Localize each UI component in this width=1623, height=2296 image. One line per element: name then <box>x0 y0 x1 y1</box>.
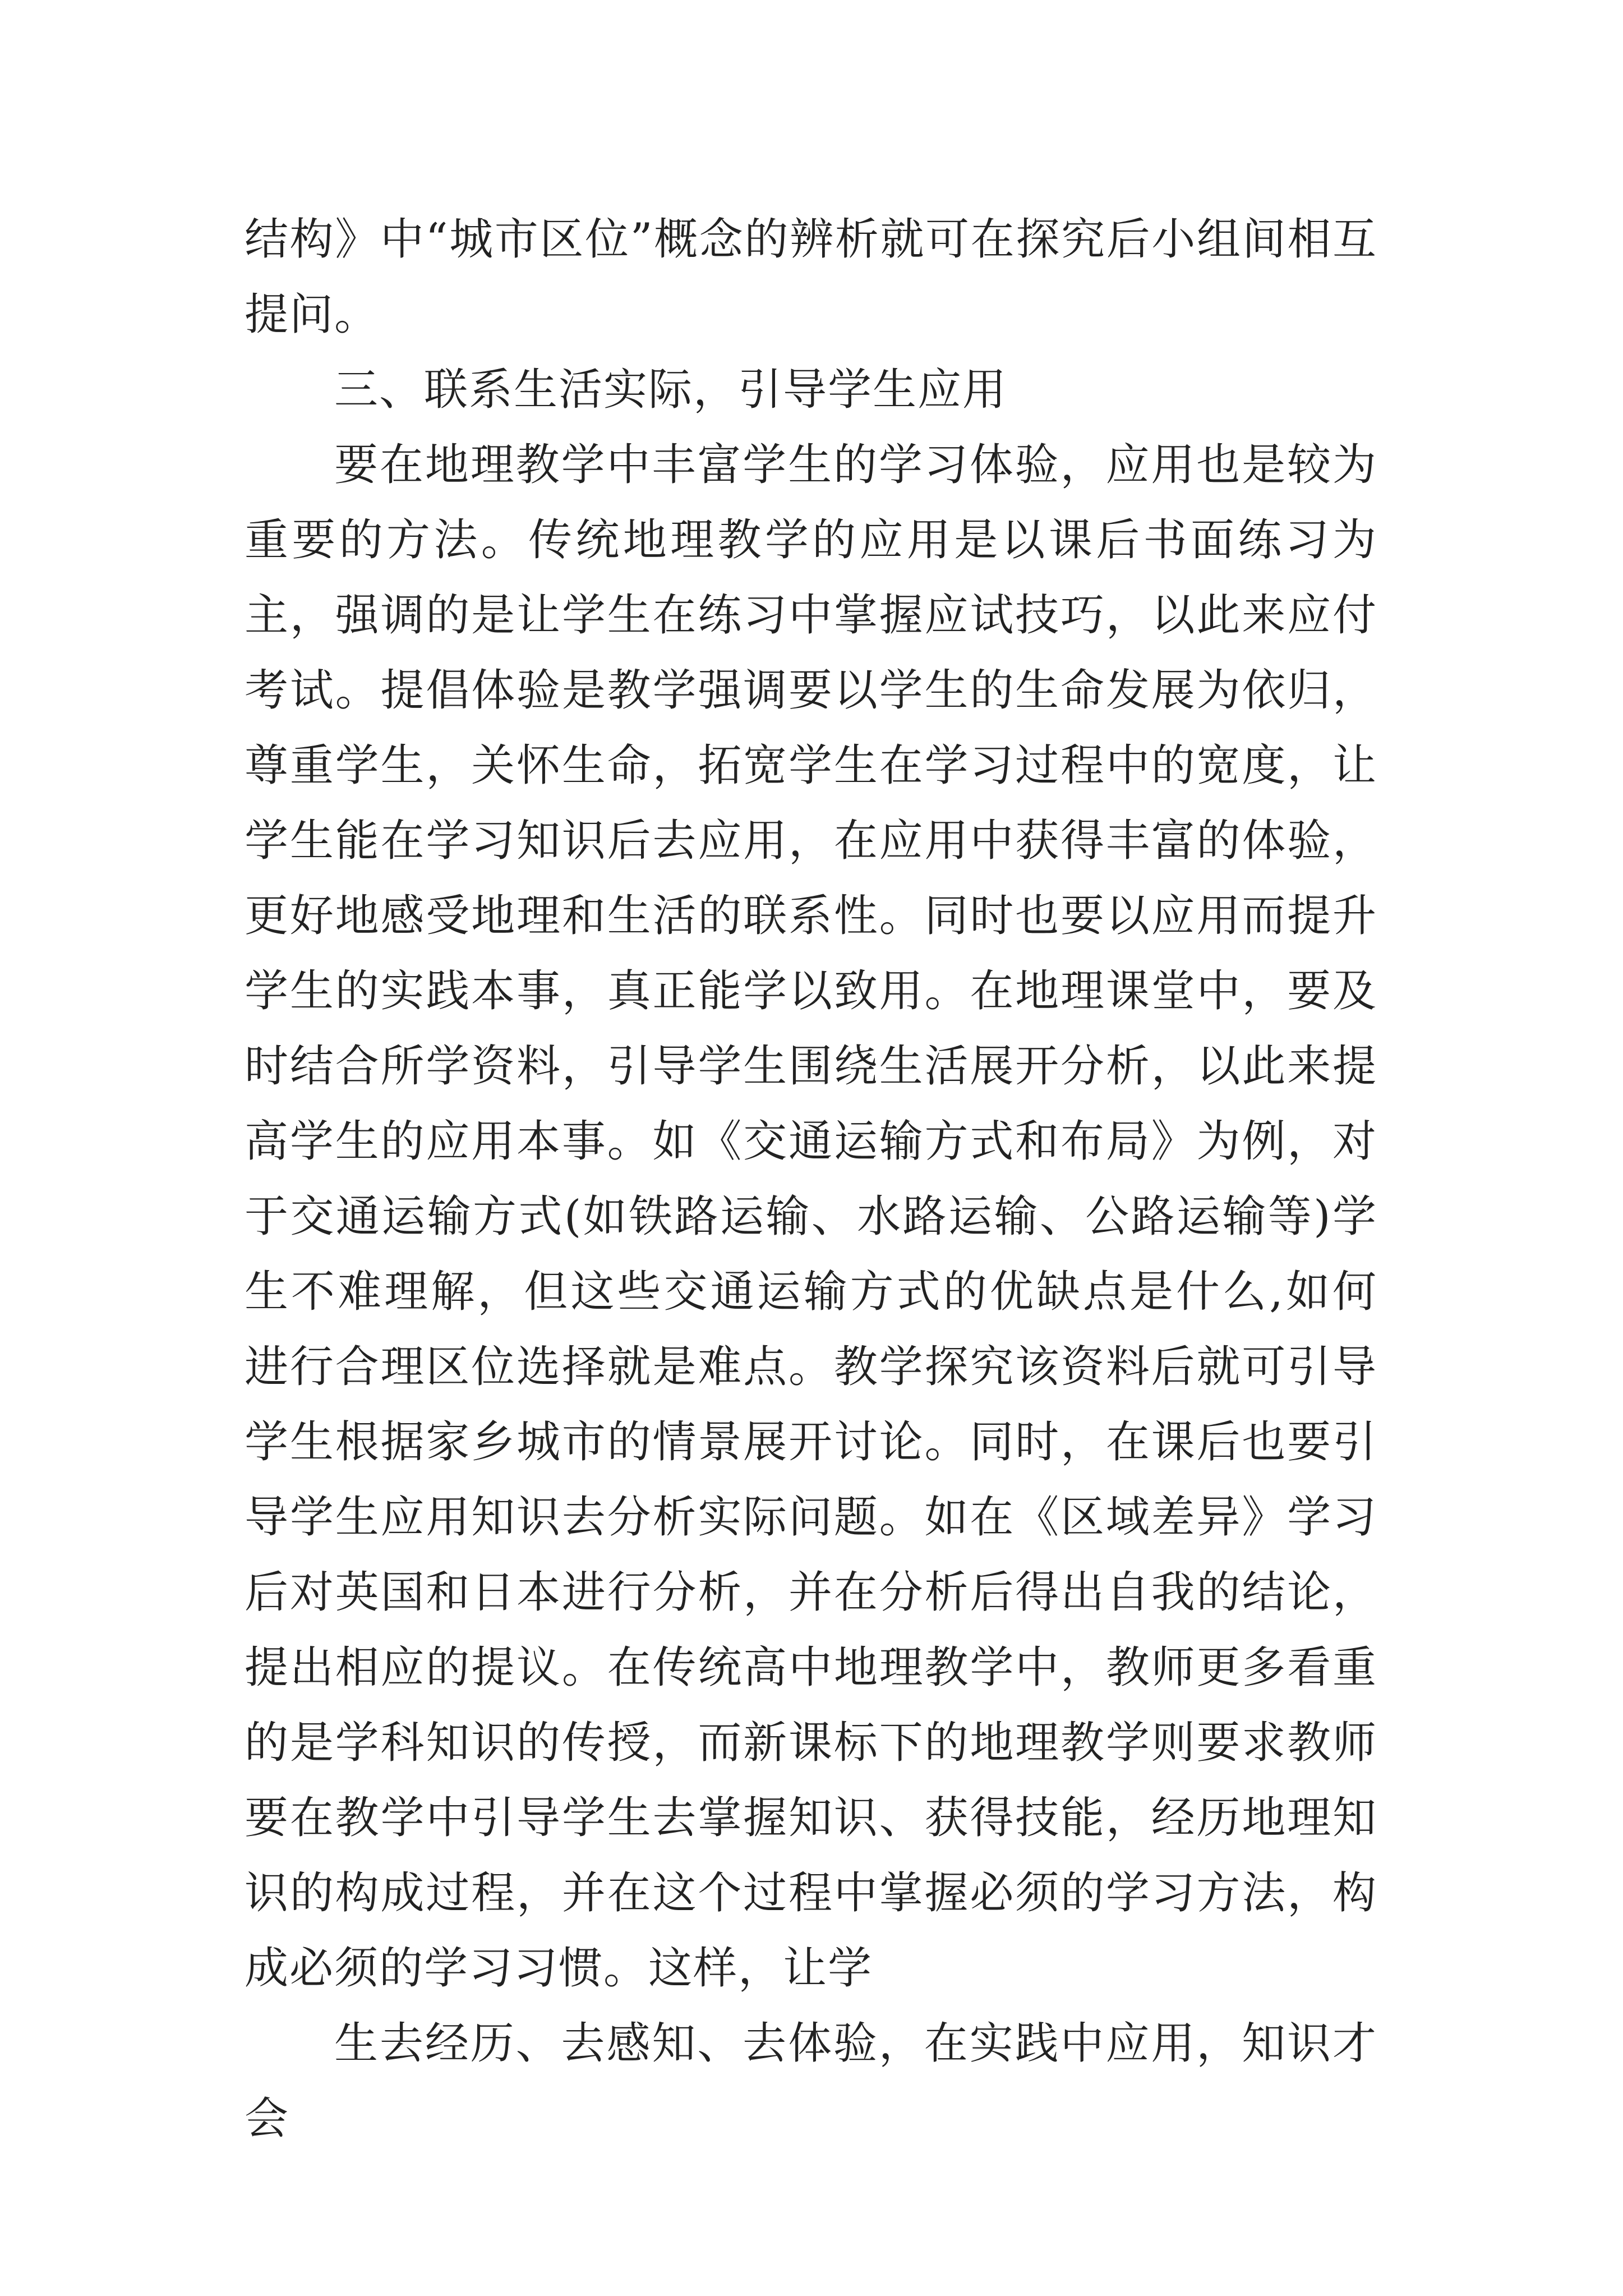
paragraph-next: 生去经历、去感知、去体验，在实践中应用，知识才会 <box>245 2018 1377 2144</box>
paragraph-main: 要在地理教学中丰富学生的学习体验，应用也是较为重要的方法。传统地理教学的应用是以课后书面练习为主，强调的是让学生在练习中掌握应试技巧，以此来应付考试。提倡体验是教学强调要以学生的生命发展为依归，尊重学生，关怀生命，拓宽学生在学习过程中的宽度，让学生能在学习知识后去应用，在应用中获得丰富的体验，更好地感受地理和生活的联系性。同时也要以应用而提升学生的实践本事，真正能学以致用。在地理课堂中，要及时结合所学资料，引导学生围绕生活展开分析，以此来提高学生的应用本事。如《交通运输方式和布局》为例，对于交通运输方式(如铁路运输、水路运输、公路运输等)学生不难理解，但这些交通运输方式的优缺点是什么,如何进行合理区位选择就是难点。教学探究该资料后就可引导学生根据家乡城市的情景展开讨论。同时，在课后也要引导学生应用知识去分析实际问题。如在《区域差异》学习后对英国和日本进行分析，并在分析后得出自我的结论，提出相应的提议。在传统高中地理教学中，教师更多看重的是学科知识的传授，而新课标下的地理教学则要求教师要在教学中引导学生去掌握知识、获得技能，经历地理知识的构成过程，并在这个过程中掌握必须的学习方法，构成必须的学习习惯。这样，让学 <box>245 440 1377 1994</box>
paragraph-continued: 结构》中“城市区位”概念的辨析就可在探究后小组间相互提问。 <box>245 214 1377 340</box>
section-heading: 三、联系生活实际，引导学生应用 <box>334 365 1008 415</box>
body-text <box>245 202 1377 2156</box>
